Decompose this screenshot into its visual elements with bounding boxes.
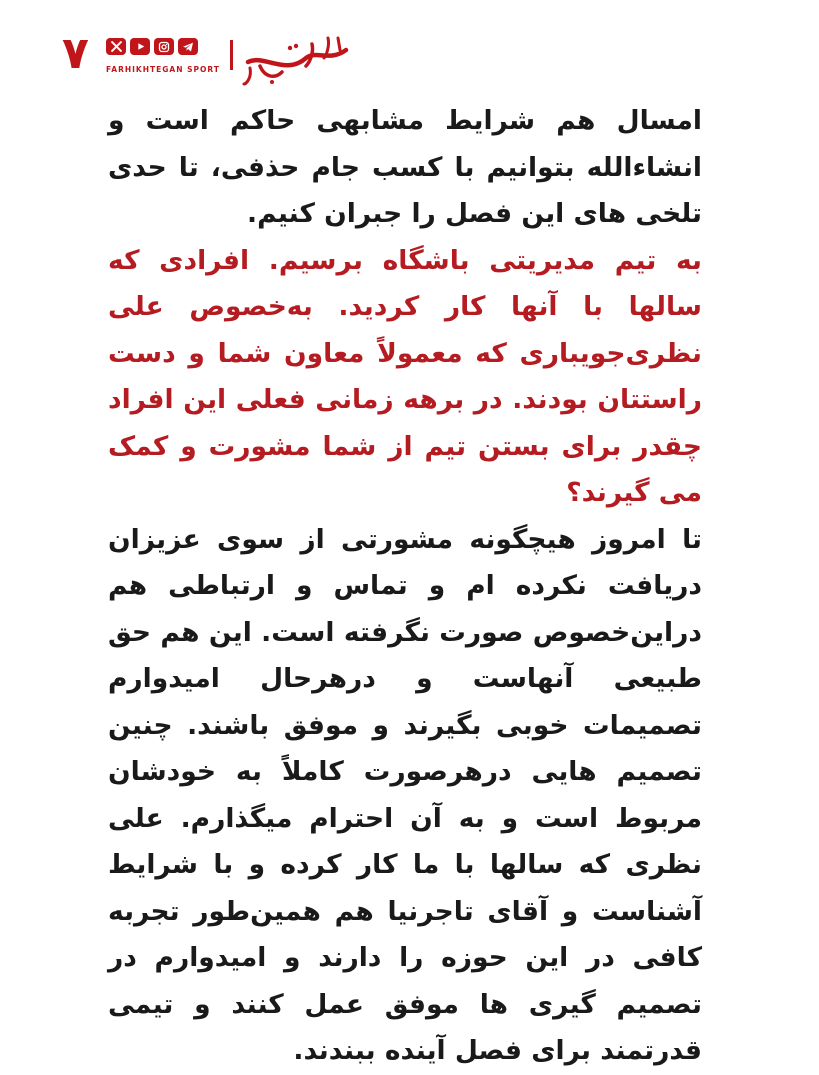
brand-latin: FARHIKHTEGAN SPORT (106, 65, 220, 74)
header (62, 28, 762, 88)
social-links (106, 38, 198, 55)
youtube-icon[interactable] (130, 38, 150, 55)
answer-paragraph-1: امسال هم شرایط مشابهی حاکم است و انشاءالله بتوانیم با کسب جام حذفی، تا حدی تلخی های این فصل را جبران کنیم. (108, 105, 702, 229)
telegram-icon[interactable] (178, 38, 198, 55)
brand-logo (242, 28, 352, 88)
page-number: ۷ (62, 28, 89, 79)
instagram-icon[interactable] (154, 38, 174, 55)
answer-paragraph-2: تا امروز هیچگونه مشورتی از سوی عزیزان دریافت نکرده ام و تماس و ارتباطی هم دراین‌خصوص صورت نگرفته است. این هم حق طبیعی آنهاست و درهرحال امیدوارم تصمیمات خوبی بگیرند و موفق باشند. چنین تصمیم هایی درهرصورت کاملاً به خودشان مربوط است و به آن احترام میگذارم. علی نظری که سالها با ما کار کرده و با شرایط آشناست و آقای تاجرنیا هم همین‌طور تجربه کافی در این حوزه را دارند و امیدوارم در تصمیم گیری ها موفق عمل کنند و تیمی قدرتمند برای فصل آینده ببندند. (108, 523, 702, 1066)
x-icon[interactable] (106, 38, 126, 55)
question-paragraph: به تیم مدیریتی باشگاه برسیم. افرادی که سالها با آنها کار کردید. به‌خصوص علی نظری‌جویباری که معمولاً معاون شما و دست راستتان بودند. در برهه زمانی فعلی این افراد چقدر برای بستن تیم از شما مشورت و کمک می گیرند؟ (108, 244, 702, 508)
interview-text (108, 98, 702, 1075)
header-divider (230, 40, 233, 70)
